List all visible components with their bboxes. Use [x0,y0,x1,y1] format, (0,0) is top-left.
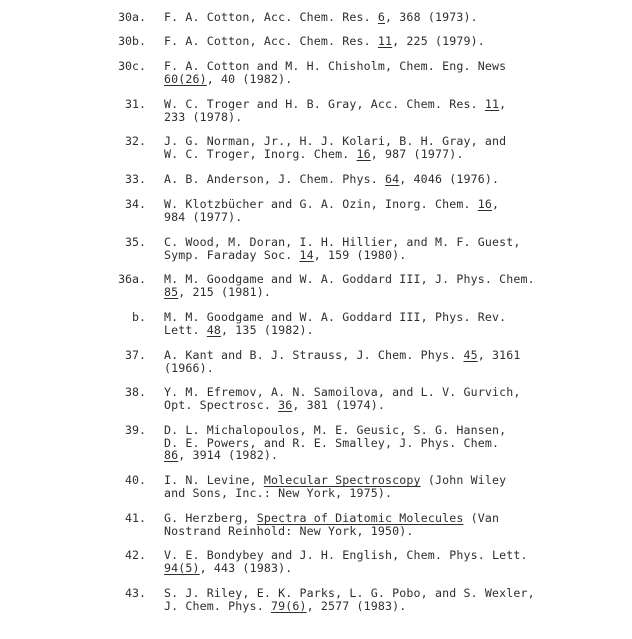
reference-text: , 225 (1979). [392,34,485,48]
reference-line [164,285,271,299]
underlined-text: 79(6) [270,598,307,613]
reference-line [164,361,214,375]
reference-line [164,599,406,613]
reference-line [164,72,292,86]
reference-text: 233 (1978). [164,109,243,124]
reference-line [164,486,392,500]
reference-number: 41. [125,511,146,525]
reference-text: , 443 (1983). [199,560,293,575]
underlined-text: 48 [206,322,222,337]
reference-text: Lett. [164,322,207,337]
reference-text: (John Wiley [420,473,507,487]
reference-text: F. A. Cotton and M. H. Chisholm, Chem. Eng. News [164,59,507,73]
reference-line [164,248,406,262]
underlined-text: 6 [377,10,386,24]
reference-text: J. Chem. Phys. [164,598,271,613]
reference-number: 31. [125,97,146,111]
underlined-text: 60(26) [164,71,207,86]
reference-line [164,110,242,124]
reference-text: (Van [463,511,500,525]
reference-text: D. L. Michalopoulos, M. E. Geusic, S. G. Hansen, [164,423,507,437]
reference-number: 35. [125,235,146,249]
reference-text: W. C. Troger, Inorg. Chem. [164,146,357,161]
reference-line [164,147,463,161]
reference-number: 30b. [118,34,146,48]
reference-text: , 159 (1980). [313,247,407,262]
reference-text: , [499,97,507,111]
underlined-text: 86 [164,448,179,463]
reference-text: , 3161 [477,348,521,362]
reference-text: A. Kant and B. J. Strauss, J. Chem. Phys. [164,348,464,362]
reference-text: Nostrand Reinhold: New York, 1950). [164,523,414,538]
reference-number: 36a. [118,272,146,286]
reference-text: , 40 (1982). [206,71,293,86]
reference-text: A. B. Anderson, J. Chem. Phys. [164,172,386,186]
reference-text: , 4046 (1976). [399,172,500,186]
reference-text: W. C. Troger and H. B. Gray, Acc. Chem. Res. [164,97,485,111]
reference-text: G. Herzberg, [164,511,257,525]
underlined-text: 64 [385,172,400,186]
reference-number: 30c. [118,59,146,73]
reference-number: b. [132,310,146,324]
reference-text: , 987 (1977). [370,146,464,161]
reference-number: 38. [125,385,146,399]
underlined-text: 16 [356,146,371,161]
reference-text: D. E. Powers, and R. E. Smalley, J. Phys. Chem. [164,435,500,450]
reference-line [164,10,478,24]
reference-text: V. E. Bondybey and J. H. English, Chem. Phys. Lett. [164,548,528,562]
reference-line [164,323,314,337]
underlined-text: 14 [299,247,314,262]
reference-line [164,210,242,224]
reference-text: , 215 (1981). [178,284,271,299]
reference-text: S. J. Riley, E. K. Parks, L. G. Pobo, and S. Wexler, [164,586,535,600]
reference-line [164,348,521,362]
reference-number: 40. [125,473,146,487]
reference-text: , 2577 (1983). [306,598,407,613]
reference-line [164,172,499,186]
reference-text: , 381 (1974). [292,397,386,412]
reference-line [164,34,485,48]
underlined-text: Molecular Spectroscopy [263,473,421,487]
reference-text: I. N. Levine, [164,473,264,487]
underlined-text: 11 [484,97,500,111]
reference-text: 984 (1977). [164,209,243,224]
reference-line [164,524,414,538]
reference-text: , 135 (1982). [221,322,314,337]
reference-text: and Sons, Inc.: New York, 1975). [164,485,393,500]
reference-number: 43. [125,586,146,600]
reference-line [164,561,292,575]
reference-text: (1966). [164,360,214,375]
reference-text: Y. M. Efremov, A. N. Samoilova, and L. V. Gurvich, [164,385,521,399]
underlined-text: 36 [278,397,293,412]
reference-number: 32. [125,134,146,148]
reference-line [164,398,385,412]
underlined-text: Spectra of Diatomic Molecules [256,511,464,525]
reference-number: 39. [125,423,146,437]
reference-text: , 368 (1973). [385,10,478,24]
reference-number: 33. [125,172,146,186]
reference-number: 42. [125,548,146,562]
reference-text: F. A. Cotton, Acc. Chem. Res. [164,34,378,48]
underlined-text: 45 [463,348,478,362]
underlined-text: 85 [164,284,179,299]
reference-text: , [492,197,500,211]
underlined-text: 11 [377,34,393,48]
reference-text: Opt. Spectrosc. [164,397,279,412]
reference-text: , 3914 (1982). [178,448,279,463]
reference-number: 34. [125,197,146,211]
reference-text: W. Klotzbücher and G. A. Ozin, Inorg. Chem. [164,197,478,211]
reference-text: F. A. Cotton, Acc. Chem. Res. [164,10,378,24]
reference-text: C. Wood, M. Doran, I. H. Hillier, and M. F. Guest, [164,235,521,249]
reference-text: J. G. Norman, Jr., H. J. Kolari, B. H. Gray, and [164,134,507,148]
reference-number: 37. [125,348,146,362]
reference-number: 30a. [118,10,146,24]
underlined-text: 94(5) [164,560,200,575]
underlined-text: 16 [477,197,492,211]
reference-text: M. M. Goodgame and W. A. Goddard III, Phys. Rev. [164,310,507,324]
reference-line [164,448,278,462]
reference-text: Symp. Faraday Soc. [164,247,300,262]
reference-text: M. M. Goodgame and W. A. Goddard III, J. Phys. Chem. [164,272,535,286]
